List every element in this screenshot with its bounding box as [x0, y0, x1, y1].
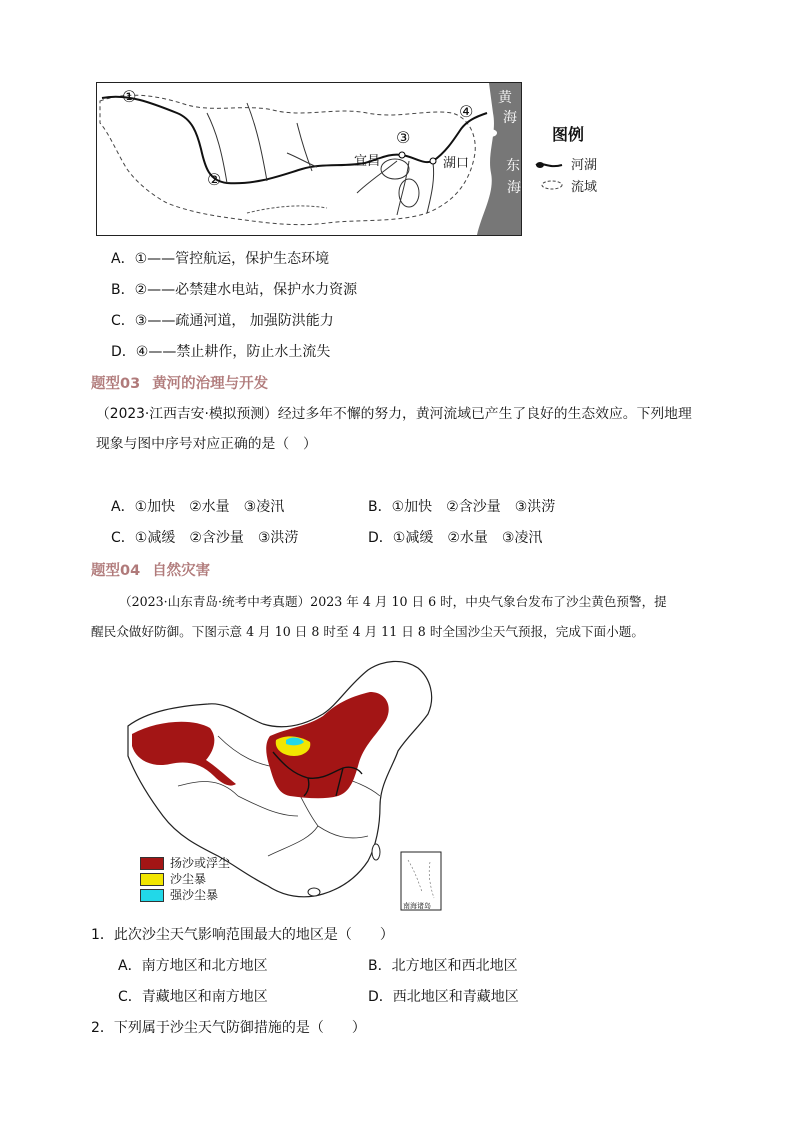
legend-river: 河湖: [571, 158, 598, 173]
q3-stem-line1: [96, 404, 692, 424]
section4-intro-line2: 醒民众做好防御。下图示意 4 月 10 日 8 时至 4 月 11 日 8 时全国沙尘天气预报，完成下面小题。: [91, 624, 644, 639]
marker-2: ②: [207, 170, 222, 189]
q3-option-d: D．①减缓 ②水量 ③凌汛: [368, 530, 543, 546]
section-title: 黄河的治理与开发: [152, 376, 269, 392]
legend-label-sandstorm: 沙尘暴: [170, 872, 207, 886]
q1-option-d: D．西北地区和青藏地区: [368, 989, 519, 1005]
legend-label-float-dust: 扬沙或浮尘: [170, 856, 231, 870]
q1-stem: 1．此次沙尘天气影响范围最大的地区是（ ）: [91, 927, 394, 943]
q1-option-c: C．青藏地区和南方地区: [118, 989, 268, 1005]
marker-3: ③: [396, 128, 411, 147]
q3-stem: 经过多年不懈的努力，黄河流域已产生了良好的生态效应。下列地理: [277, 406, 692, 422]
marker-1: ①: [122, 87, 137, 106]
city-yichang: 宜昌: [354, 154, 381, 169]
q3-option-b: B．①加快 ②含沙量 ③洪涝: [368, 499, 556, 515]
prev-option-b: B．②——必禁建水电站，保护水力资源: [111, 282, 358, 298]
q1-option-b: B．北方地区和西北地区: [368, 958, 518, 974]
sea-label-hai2: 海: [507, 180, 521, 196]
dust-legend-2: [140, 871, 206, 887]
legend-basin: 流域: [571, 180, 598, 195]
q3-source: （2023·江西吉安·模拟预测）: [96, 406, 278, 422]
prev-option-d: D．④——禁止耕作，防止水土流失: [111, 344, 331, 360]
prev-option-a: A．①——管控航运，保护生态环境: [111, 251, 330, 267]
legend-label-strong-sandstorm: 强沙尘暴: [170, 888, 219, 902]
inset-label: 南海诸岛: [403, 902, 431, 910]
legend-swatch-strong-sandstorm: [140, 889, 164, 902]
section-heading-04: [91, 559, 210, 580]
q1-option-a: A．南方地区和北方地区: [118, 958, 268, 974]
section4-intro-line1: （2023·山东青岛·统考中考真题）2023 年 4 月 10 日 6 时，中央气象台发布了沙尘黄色预警，提: [119, 594, 667, 609]
map1-legend-title: 图例: [552, 125, 585, 144]
city-hukou: 湖口: [443, 156, 470, 171]
q3-stem-line2: 现象与图中序号对应正确的是（ ）: [96, 436, 317, 452]
section-label: 题型03: [91, 376, 141, 392]
basin-legend-icon: [540, 176, 564, 195]
q3-option-a: A．①加快 ②水量 ③凌汛: [111, 499, 285, 515]
section-title: 自然灾害: [152, 563, 211, 579]
q2-stem: 2．下列属于沙尘天气防御措施的是（ ）: [91, 1020, 366, 1036]
dust-legend-1: [140, 855, 230, 871]
sea-label-hai1: 海: [503, 110, 517, 126]
section-heading-03: [91, 372, 268, 393]
prev-option-c: C．③——疏通河道， 加强防洪能力: [111, 313, 334, 329]
legend-swatch-sandstorm: [140, 873, 164, 886]
river-legend-icon: [534, 156, 564, 175]
sea-label-huang: 黄: [498, 90, 512, 106]
legend-swatch-float-dust: [140, 857, 164, 870]
sea-label-dong: 东: [506, 158, 520, 174]
q3-option-c: C．①减缓 ②含沙量 ③洪涝: [111, 530, 299, 546]
marker-4: ④: [459, 102, 474, 121]
dust-legend-3: [140, 887, 218, 903]
section-label: 题型04: [91, 563, 141, 579]
